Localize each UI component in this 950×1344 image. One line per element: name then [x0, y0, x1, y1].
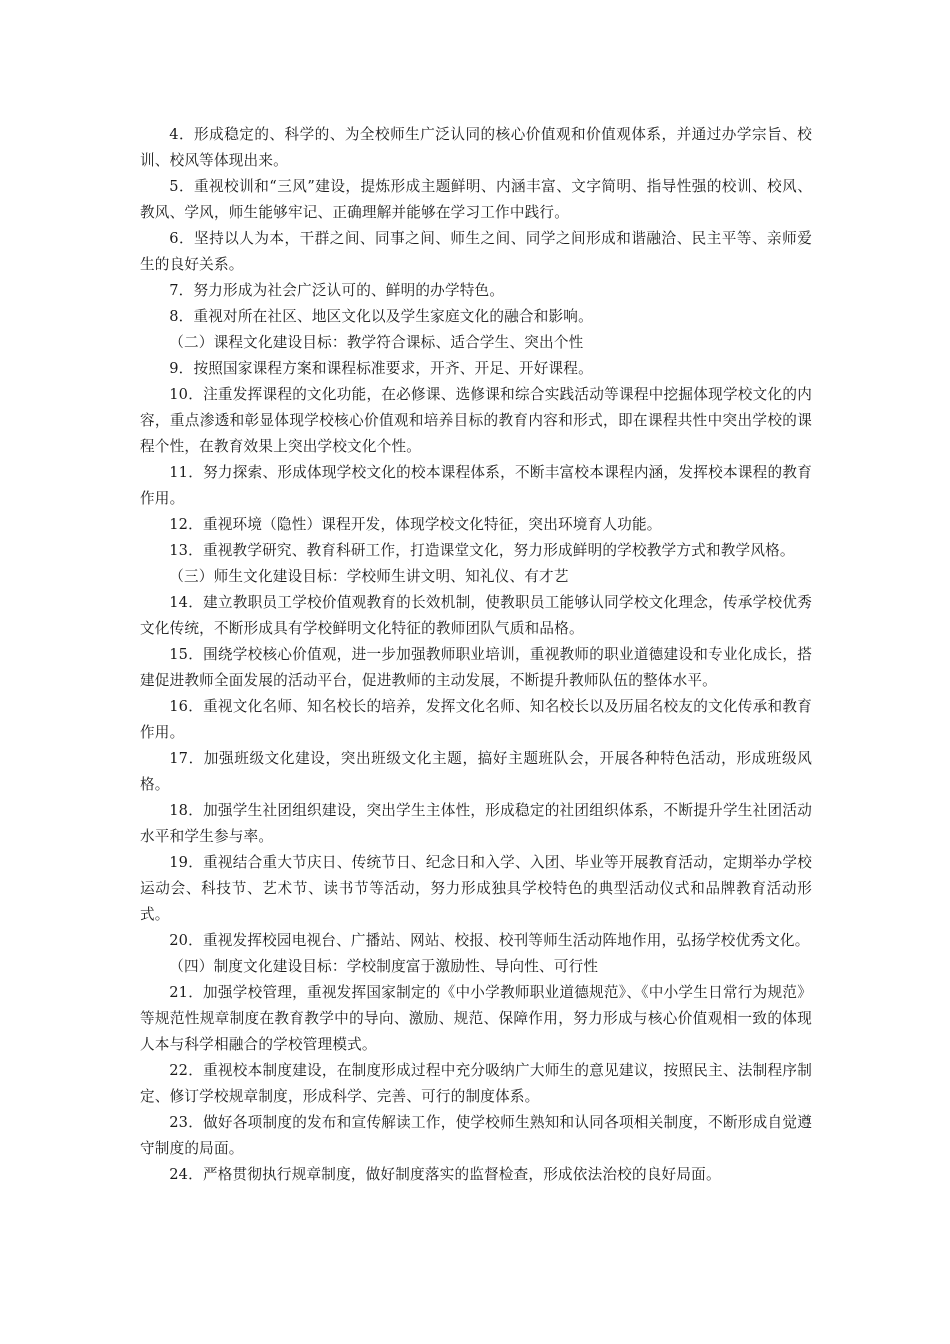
paragraph-item-19: 19．重视结合重大节庆日、传统节日、纪念日和入学、入团、毕业等开展教育活动，定期举办学校运动会、科技节、艺术节、读书节等活动，努力形成独具学校特色的典型活动仪式和品牌教育活动形式。 — [140, 854, 812, 923]
paragraph-item-16: 16．重视文化名师、知名校长的培养，发挥文化名师、知名校长以及历届名校友的文化传承和教育作用。 — [140, 698, 812, 741]
paragraph-item-7: 7．努力形成为社会广泛认可的、鲜明的办学特色。 — [169, 282, 505, 299]
document-page — [140, 122, 812, 1188]
paragraph-item-24: 24．严格贯彻执行规章制度，做好制度落实的监督检查，形成依法治校的良好局面。 — [169, 1166, 721, 1183]
paragraph-item-22: 22．重视校本制度建设，在制度形成过程中充分吸纳广大师生的意见建议，按照民主、法制程序制定、修订学校规章制度，形成科学、完善、可行的制度体系。 — [140, 1062, 812, 1105]
paragraph-item-15: 15．围绕学校核心价值观，进一步加强教师职业培训，重视教师的职业道德建设和专业化成长，搭建促进教师全面发展的活动平台，促进教师的主动发展，不断提升教师队伍的整体水平。 — [140, 646, 812, 689]
paragraph-item-8: 8．重视对所在社区、地区文化以及学生家庭文化的融合和影响。 — [169, 308, 593, 325]
paragraph-item-6: 6．坚持以人为本，干群之间、同事之间、师生之间、同学之间形成和谐融洽、民主平等、亲师爱生的良好关系。 — [140, 230, 812, 273]
paragraph-item-11: 11．努力探索、形成体现学校文化的校本课程体系，不断丰富校本课程内涵，发挥校本课程的教育作用。 — [140, 464, 812, 507]
section-heading-teachers-students: （三）师生文化建设目标：学校师生讲文明、知礼仪、有才艺 — [169, 568, 569, 585]
paragraph-item-20: 20．重视发挥校园电视台、广播站、网站、校报、校刊等师生活动阵地作用，弘扬学校优秀文化。 — [169, 932, 810, 949]
section-heading-institutional: （四）制度文化建设目标：学校制度富于激励性、导向性、可行性 — [169, 958, 599, 975]
paragraph-item-17: 17．加强班级文化建设，突出班级文化主题，搞好主题班队会，开展各种特色活动，形成班级风格。 — [140, 750, 812, 793]
paragraph-item-4: 4．形成稳定的、科学的、为全校师生广泛认同的核心价值观和价值观体系，并通过办学宗旨、校训、校风等体现出来。 — [140, 126, 812, 169]
section-heading-curriculum: （二）课程文化建设目标：教学符合课标、适合学生、突出个性 — [169, 334, 584, 351]
paragraph-item-18: 18．加强学生社团组织建设，突出学生主体性，形成稳定的社团组织体系，不断提升学生社团活动水平和学生参与率。 — [140, 802, 812, 845]
paragraph-item-23: 23．做好各项制度的发布和宣传解读工作，使学校师生熟知和认同各项相关制度，不断形成自觉遵守制度的局面。 — [140, 1114, 812, 1157]
paragraph-item-12: 12．重视环境（隐性）课程开发，体现学校文化特征，突出环境育人功能。 — [169, 516, 662, 533]
paragraph-item-14: 14．建立教职员工学校价值观教育的长效机制，使教职员工能够认同学校文化理念，传承学校优秀文化传统，不断形成具有学校鲜明文化特征的教师团队气质和品格。 — [140, 594, 812, 637]
paragraph-item-13: 13．重视教学研究、教育科研工作，打造课堂文化，努力形成鲜明的学校教学方式和教学风格。 — [169, 542, 795, 559]
paragraph-item-21: 21．加强学校管理，重视发挥国家制定的《中小学教师职业道德规范》、《中小学生日常行为规范》等规范性规章制度在教育教学中的导向、激励、规范、保障作用，努力形成与核心价值观相一致的体现人本与科学相融合的学校管理模式。 — [140, 984, 812, 1053]
paragraph-item-9: 9．按照国家课程方案和课程标准要求，开齐、开足、开好课程。 — [169, 360, 593, 377]
paragraph-item-10: 10．注重发挥课程的文化功能，在必修课、选修课和综合实践活动等课程中挖掘体现学校文化的内容，重点渗透和彰显体现学校核心价值观和培养目标的教育内容和形式，即在课程共性中突出学校的课程个性，在教育效果上突出学校文化个性。 — [140, 386, 812, 455]
paragraph-item-5: 5．重视校训和“三风”建设，提炼形成主题鲜明、内涵丰富、文字简明、指导性强的校训、校风、教风、学风，师生能够牢记、正确理解并能够在学习工作中践行。 — [140, 178, 812, 221]
